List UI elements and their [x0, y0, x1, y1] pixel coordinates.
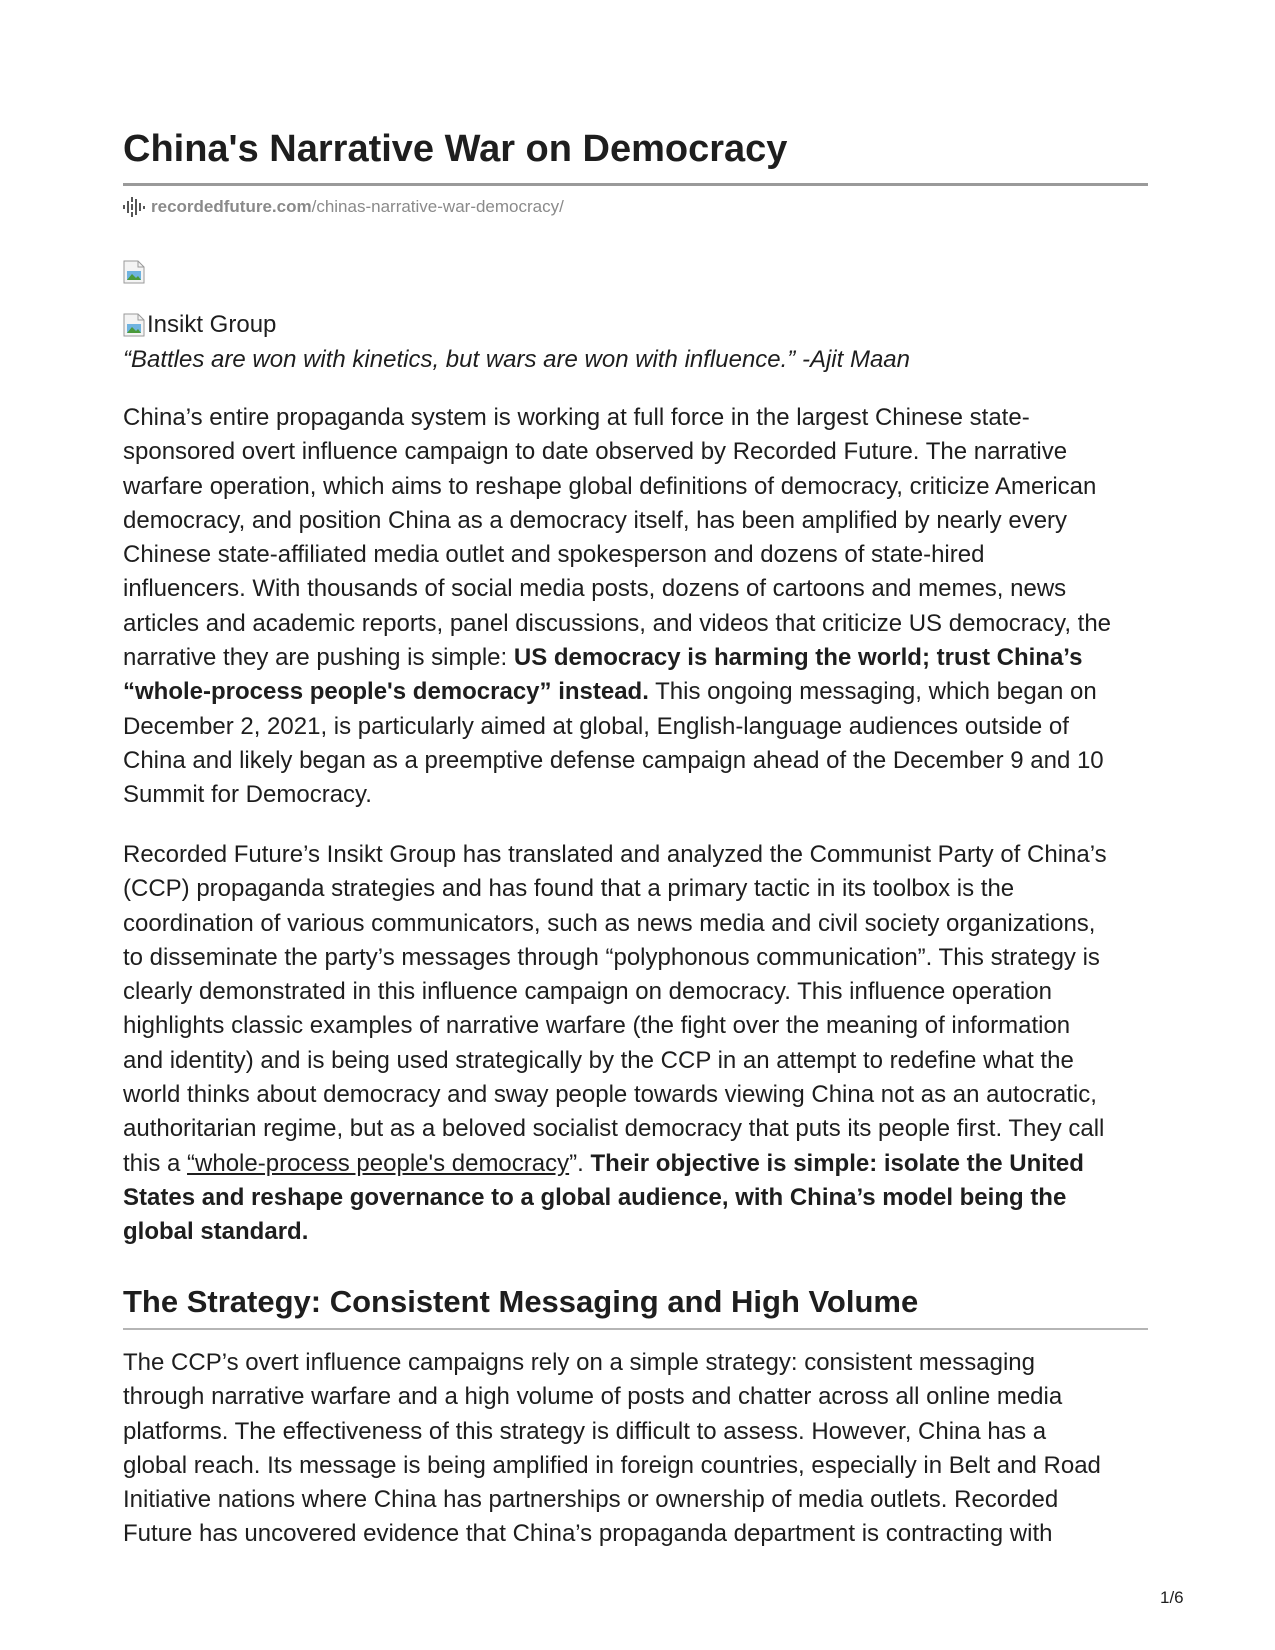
paragraph-line: this a “whole-process people's democracy”. Their objective is simple: isolate the United [123, 1149, 1084, 1177]
section-heading: The Strategy: Consistent Messaging and High Volume [123, 1284, 919, 1319]
paragraph-line: China and likely began as a preemptive defense campaign ahead of the December 9 and 10 [123, 746, 1104, 774]
key-claim-bold: US democracy is harming the world; trust China’s [513, 644, 1083, 672]
paragraph-line: articles and academic reports, panel discussions, and videos that criticize US democracy, the [123, 609, 1112, 637]
paragraph-line: authoritarian regime, but as a beloved socialist democracy that puts its people first. They call [123, 1115, 1105, 1143]
whole-process-democracy-link[interactable]: “whole-process people's democracy [187, 1149, 570, 1177]
page-number: 1/6 [1160, 1588, 1184, 1607]
paragraph-line: platforms. The effectiveness of this strategy is difficult to assess. However, China has a [123, 1417, 1047, 1445]
paragraph-line: December 2, 2021, is particularly aimed at global, English-language audiences outside of [123, 712, 1069, 740]
paragraph-3 [123, 1346, 1148, 1552]
paragraph-line: The CCP’s overt influence campaigns rely on a simple strategy: consistent messaging [123, 1349, 1035, 1376]
broken-image-icon [123, 260, 145, 284]
key-claim-bold: “whole-process people's democracy” instead. [123, 678, 649, 706]
paragraph-1 [123, 401, 1148, 813]
paragraph-line: Chinese state-affiliated media outlet and spokesperson and dozens of state-hired [123, 541, 985, 569]
paragraph-line: global reach. Its message is being amplified in foreign countries, especially in Belt and Road [123, 1451, 1101, 1479]
objective-bold: Their objective is simple: isolate the United [590, 1149, 1084, 1177]
recorded-future-logo-icon [123, 196, 145, 218]
insikt-group-image [123, 310, 276, 340]
source-path[interactable]: /chinas-narrative-war-democracy/ [311, 197, 564, 216]
paragraph-line: clearly demonstrated in this influence campaign on democracy. This influence operation [123, 978, 1052, 1006]
paragraph-line: highlights classic examples of narrative warfare (the fight over the meaning of information [123, 1012, 1071, 1040]
source-domain[interactable]: recordedfuture.com [151, 197, 312, 216]
paragraph-line: democracy, and position China as a democracy itself, has been amplified by nearly every [123, 506, 1068, 534]
paragraph-line: warfare operation, which aims to reshape global definitions of democracy, criticize American [123, 472, 1097, 500]
source-url[interactable] [123, 196, 564, 218]
paragraph-line: sponsored overt influence campaign to date observed by Recorded Future. The narrative [123, 438, 1068, 466]
paragraph-line: global standard. [123, 1218, 309, 1246]
section-divider [123, 1328, 1148, 1330]
paragraph-line: China’s entire propaganda system is working at full force in the largest Chinese state- [123, 404, 1030, 431]
paragraph-line: Initiative nations where China has partnerships or ownership of media outlets. Recorded [123, 1486, 1059, 1514]
paragraph-line: “whole-process people's democracy” instead. This ongoing messaging, which began on [123, 678, 1097, 706]
paragraph-2 [123, 838, 1148, 1250]
paragraph-line: States and reshape governance to a global audience, with China’s model being the [123, 1183, 1067, 1211]
paragraph-line: to disseminate the party’s messages through “polyphonous communication”. This strategy is [123, 943, 1100, 971]
image-alt-text: Insikt Group [147, 311, 277, 338]
title-divider [123, 183, 1148, 186]
paragraph-line: narrative they are pushing is simple: US democracy is harming the world; trust China’s [123, 644, 1083, 672]
article-title: China's Narrative War on Democracy [123, 128, 788, 170]
broken-image-icon [123, 313, 145, 337]
paragraph-line: (CCP) propaganda strategies and has found that a primary tactic in its toolbox is the [123, 875, 1015, 903]
paragraph-line: and identity) and is being used strategically by the CCP in an attempt to redefine what the [123, 1046, 1074, 1074]
paragraph-line: Summit for Democracy. [123, 781, 372, 809]
epigraph-quote: “Battles are won with kinetics, but wars are won with influence.” -Ajit Maan [123, 346, 910, 373]
paragraph-line: through narrative warfare and a high volume of posts and chatter across all online media [123, 1383, 1063, 1411]
paragraph-line: influencers. With thousands of social media posts, dozens of cartoons and memes, news [123, 575, 1067, 603]
paragraph-line: world thinks about democracy and sway people towards viewing China not as an autocratic, [123, 1081, 1097, 1109]
paragraph-line: coordination of various communicators, such as news media and civil society organizations, [123, 909, 1096, 937]
paragraph-line: Future has uncovered evidence that China’s propaganda department is contracting with [123, 1520, 1053, 1548]
paragraph-line: Recorded Future’s Insikt Group has translated and analyzed the Communist Party of China’s [123, 841, 1107, 868]
